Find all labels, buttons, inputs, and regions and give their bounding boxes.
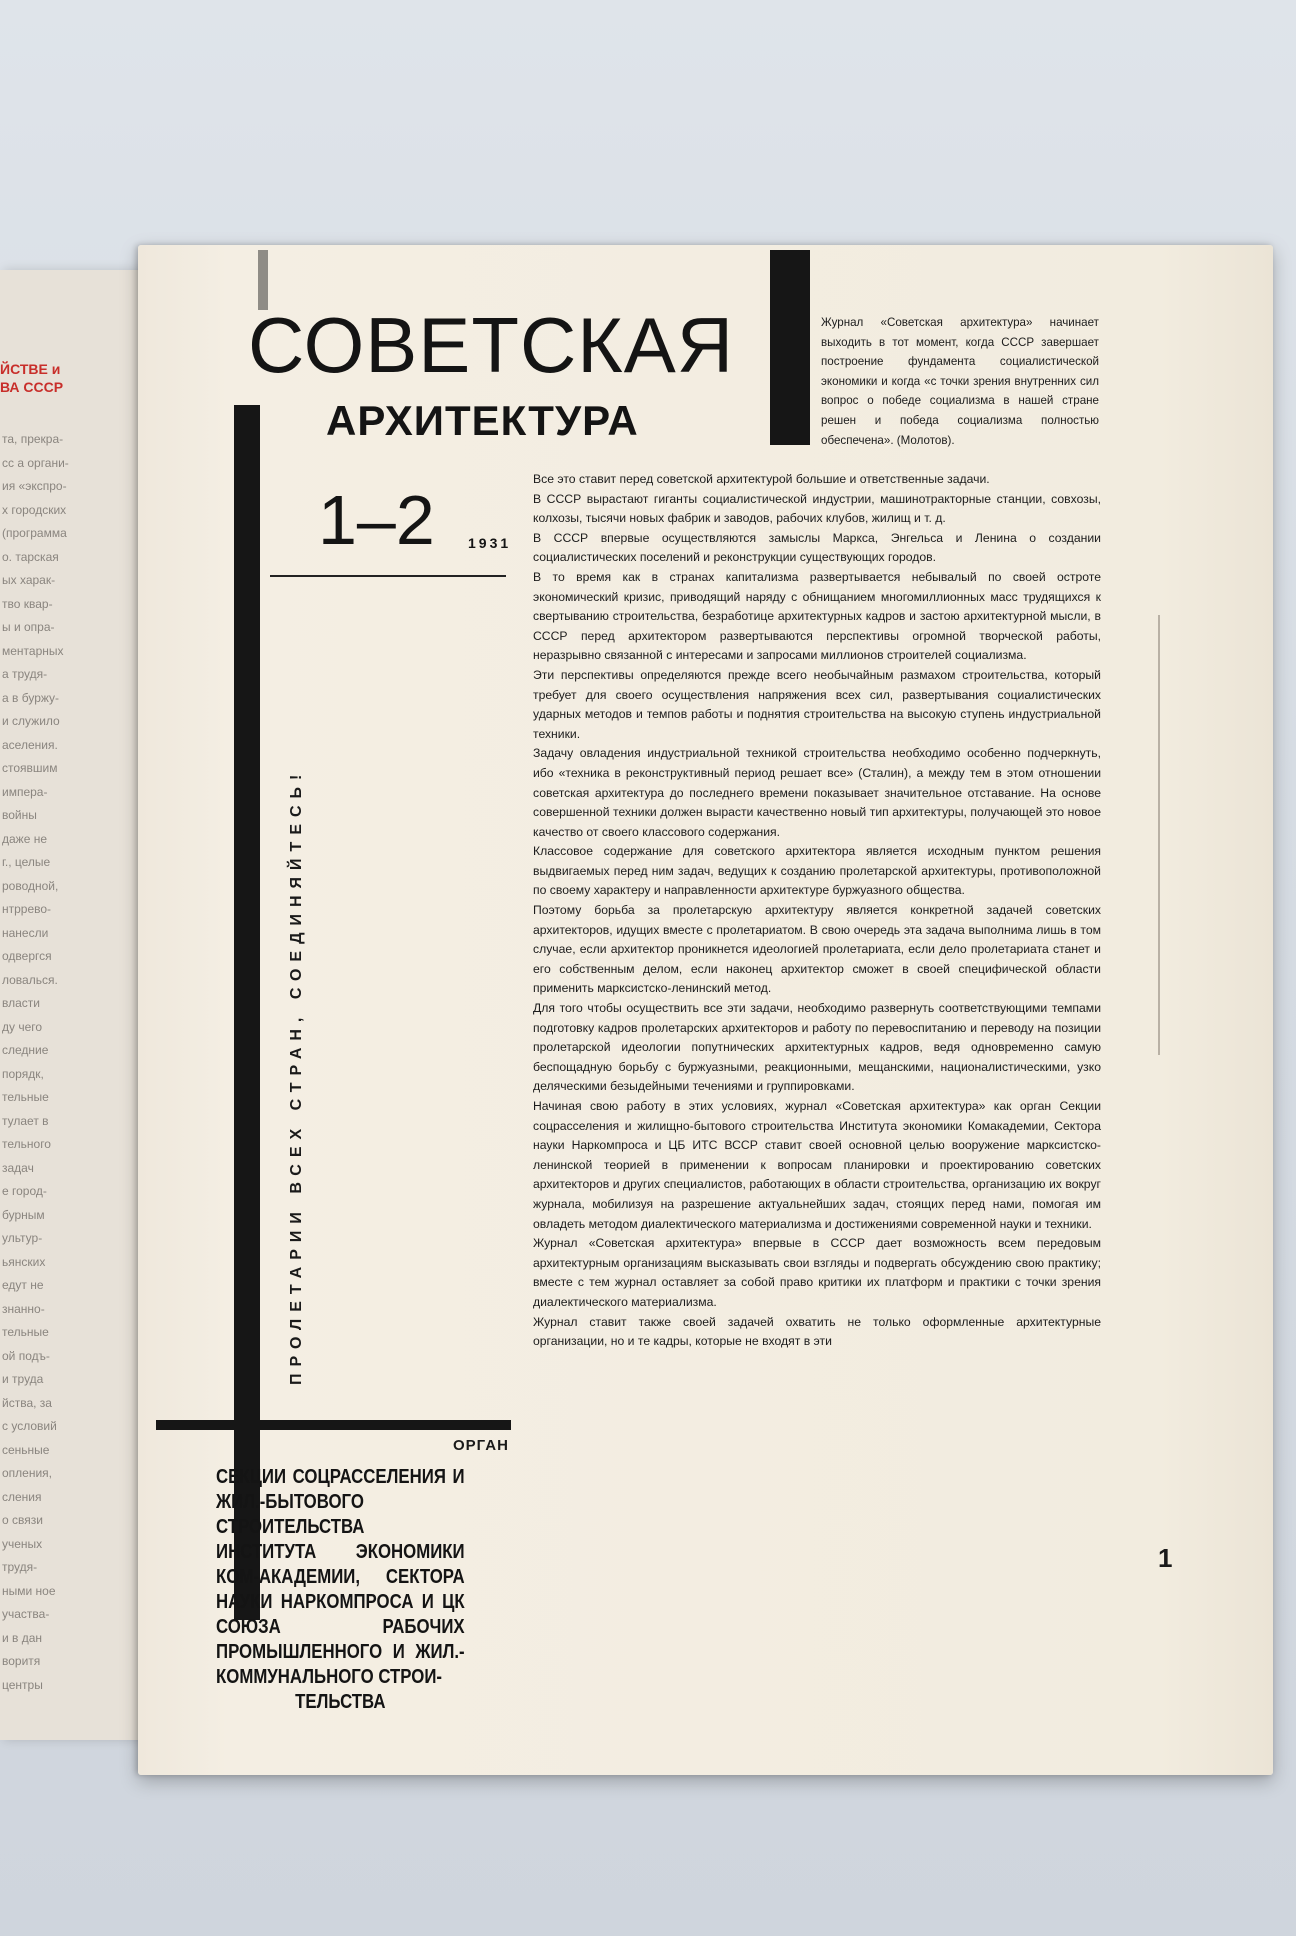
left-page-fragment: нтррево- [2, 902, 52, 916]
left-page-fragment: нанесли [2, 925, 49, 940]
left-page-fragment: порядк, [2, 1066, 44, 1081]
left-page-fragment: едут не [2, 1278, 44, 1292]
left-page-fragment: знанно- [2, 1301, 45, 1316]
organ-description [216, 1465, 465, 1715]
left-page-fragment: ду чего [2, 1019, 43, 1034]
left-page-fragment: ловалься. [2, 972, 58, 987]
left-page-fragment: ьянских [2, 1254, 46, 1269]
left-page-fragment: тельного [2, 1137, 51, 1151]
organ-rule [156, 1420, 511, 1430]
left-page-fragment: власти [2, 996, 40, 1010]
left-page-fragment: йства, за [2, 1395, 52, 1410]
magazine-title: СОВЕТСКАЯ [248, 301, 735, 389]
left-page-fragment: опления, [2, 1466, 53, 1480]
show-through-line [1158, 615, 1160, 1055]
article-paragraph: Для того чтобы осуществить все эти задачи, необходимо развернуть соответствующими темпами подготовку кадров пролетарских архитекторов и работу по перевоспитанию и переводу на позиции пролетарской идеологии попутнических архитектурных кадров, ведя одновременно самую беспощадную борьбу с буржуазными, реакционными, мещанскими, националистическими, узко деляческими безыдейными течениями и группировками. [533, 1001, 1101, 1094]
article-paragraph: Классовое содержание для советского архитектора является исходным пунктом решения выдвигаемых перед ним задач, ведущих к созданию пролетарской архитектуры, противоположной по своему характеру и направленности архитектуре буржуазного общества. [533, 844, 1101, 898]
article-body [533, 470, 1101, 1352]
left-page-fragment: участва- [2, 1607, 50, 1621]
left-page-fragment: сеньные [2, 1442, 50, 1457]
slogan-vertical: ПРОЛЕТАРИИ ВСЕХ СТРАН, СОЕДИНЯЙТЕСЬ! [288, 767, 305, 1385]
left-page-fragment: центры [2, 1677, 43, 1692]
left-page-fragment: бурным [2, 1207, 45, 1222]
left-page-fragment: следние [2, 1043, 49, 1057]
issue-year: 1931 [468, 535, 512, 551]
left-page-fragment: ия «экспро- [2, 479, 67, 493]
left-page-fragment: о. тарская [2, 549, 59, 564]
left-page-fragment: а в буржу- [2, 690, 60, 705]
left-page-fragment: тулает в [2, 1113, 49, 1128]
article-paragraph: Начиная свою работу в этих условиях, журнал «Советская архитектура» как орган Секции соцрасселения и жилищно-бытового строительства Института экономики Комакадемии, Сектора науки Наркомпроса и ЦБ ИТС ВССР ставит своей основной целью вооружение марксистско-ленинской теорией в применении к вопросам планировки и проектированию советских архитекторов и других специалистов, работающих в области строительства, организацию их вокруг журнала, мобилизуя на разрешение актуальнейших задач, стоящих перед нами, помогая им овладеть методом диалектического материализма и достижениями современной науки и техники. [533, 1099, 1101, 1231]
left-page-fragment: трудя- [2, 1560, 38, 1574]
left-page-fragment: и в дан [2, 1630, 43, 1645]
left-page-fragment: тельные [2, 1090, 49, 1104]
top-black-bar [770, 250, 810, 445]
left-page-fragment: войны [2, 808, 37, 822]
left-page-fragment: г., целые [2, 855, 51, 869]
magazine-page [138, 245, 1273, 1775]
left-page-fragment: и служило [2, 714, 60, 728]
left-page-fragment: воритя [2, 1654, 41, 1668]
organ-label: ОРГАН [453, 1437, 509, 1454]
organ-text: СЕКЦИИ СОЦРАССЕЛЕНИЯ И ЖИЛ.-БЫТОВОГО СТРОИТЕЛЬСТВА ИНСТИТУТА ЭКОНОМИКИ КОМ-АКАДЕМИИ, СЕКТОРА НАУКИ НАРКОМПРОСА И ЦК СОЮЗА РАБОЧИХ ПРОМЫШЛЕННОГО И ЖИЛ.-КОММУНАЛЬНОГО СТРОИ- [216, 1466, 465, 1688]
article-paragraph: Журнал «Советская архитектура» впервые в СССР дает возможность всем передовым архитектурным организациям высказывать свои взгляды и подвергать обсуждению свою практику; вместе с тем журнал оставляет за собой право критики их платформ и практики с точки зрения диалектического материализма. [533, 1236, 1101, 1309]
article-paragraph: В то время как в странах капитализма развертывается небывалый по своей остроте экономический кризис, приводящий наряду с обнищанием многомиллионных масс трудящихся к свертыванию строительства, безработице архитектурных кадров и застою архитектурной мысли, в СССР перед архитектором развертываются перспективы огромной творческой работы, неразрывно связанной с интересами и запросами миллионов строителей социализма. [533, 569, 1101, 663]
left-page-fragment: задач [2, 1160, 34, 1175]
left-page-fragment: импера- [2, 784, 48, 799]
article-paragraph: Эти перспективы определяются прежде всего необычайным размахом строительства, который требует для своего осуществления напряжения всех сил, развертывания социалистических ударных методов и темпов работы и поднятия строительства на высокую ступень индустриальной техники. [533, 667, 1101, 741]
left-page-fragment: одвергся [2, 949, 52, 963]
left-page-fragment: ы и опра- [2, 620, 55, 634]
organ-text-last: ТЕЛЬСТВА [295, 1691, 386, 1713]
left-page [0, 270, 152, 1740]
magazine-subtitle: АРХИТЕКТУРА [326, 397, 639, 444]
article-paragraph: Журнал ставит также своей задачей охватить не только оформленные архитектурные организации, но и те кадры, которые не входят в эти [533, 1314, 1101, 1349]
left-page-fragment: е город- [2, 1184, 47, 1198]
article-intro: Журнал «Советская архитектура» начинает выходить в тот момент, когда СССР завершает построение фундамента социалистической экономики и когда «с точки зрения внутренних сил вопрос о победе социализма в нашей стране решен и победа социализма полностью обеспечена». (Молотов). [821, 316, 1099, 447]
article-paragraph: Все это ставит перед советской архитектурой большие и ответственные задачи. [533, 472, 990, 486]
article-paragraph: Поэтому борьба за пролетарскую архитектуру является конкретной задачей советских архитекторов, идущих вместе с пролетариатом. В свою очередь эта задача выполнима лишь в том случае, если архитектор проникнется идеологией пролетариата, если дело пролетариата станет и его собственным делом, если наконец архитектор сможет в своей специфической области применить марксистско-ленинский метод. [533, 903, 1101, 996]
left-page-fragment: о связи [2, 1513, 43, 1527]
issue-number: 1–2 [318, 481, 435, 559]
left-page-fragment: тво квар- [2, 596, 53, 611]
left-page-fragment: ментарных [2, 643, 64, 658]
left-page-fragment: сс а органи- [2, 455, 69, 470]
left-page-fragment: даже не [2, 831, 48, 846]
left-page-fragment: х городских [2, 502, 67, 517]
article-paragraph: В СССР вырастают гиганты социалистической индустрии, машинотракторные станции, совхозы, колхозы, тысячи новых фабрик и заводов, рабочих клубов, жилищ и т. д. [533, 491, 1101, 526]
red-line-1: ЙСТВЕ и [0, 361, 61, 377]
left-page-fragment: с условий [2, 1419, 57, 1433]
left-page-fragment: тельные [2, 1325, 49, 1339]
left-page-fragment: сления [2, 1489, 42, 1504]
left-page-fragment: роводной, [2, 878, 59, 893]
left-page-fragment: ой подъ- [2, 1348, 50, 1363]
left-black-bar [234, 405, 260, 1620]
left-page-fragment: ными ное [2, 1583, 56, 1598]
issue-rule [270, 575, 506, 577]
left-page-fragment: та, прекра- [2, 432, 64, 446]
article-paragraph: В СССР впервые осуществляются замыслы Маркса, Энгельса и Ленина о создании социалистических поселений и реконструкции существующих городов. [533, 530, 1101, 565]
page-number: 1 [1158, 1543, 1173, 1573]
left-page-fragment: ученых [2, 1536, 43, 1551]
left-page-fragment: аселения. [2, 737, 58, 752]
left-page-fragment: (программа [2, 526, 67, 540]
article-paragraph: Задачу овладения индустриальной техникой строительства необходимо особенно подчеркнуть, ибо «техника в реконструктивный период решает все» (Сталин), а между тем в этом отношении советская архитектура до последнего времени показывает значительное отставание. На основе совершенной техники должен вырасти качественно новый тип архитектуры, получающей это новое качество от своего классового содержания. [533, 746, 1101, 839]
left-page-fragment: ых харак- [2, 573, 56, 587]
red-line-2: ВА СССР [0, 379, 64, 395]
left-page-fragment: а трудя- [2, 667, 48, 681]
left-page-fragment: и труда [2, 1372, 44, 1386]
left-page-fragment: ультур- [2, 1231, 43, 1245]
left-page-fragment: стоявшим [2, 761, 58, 775]
left-page-red-heading [0, 360, 63, 396]
